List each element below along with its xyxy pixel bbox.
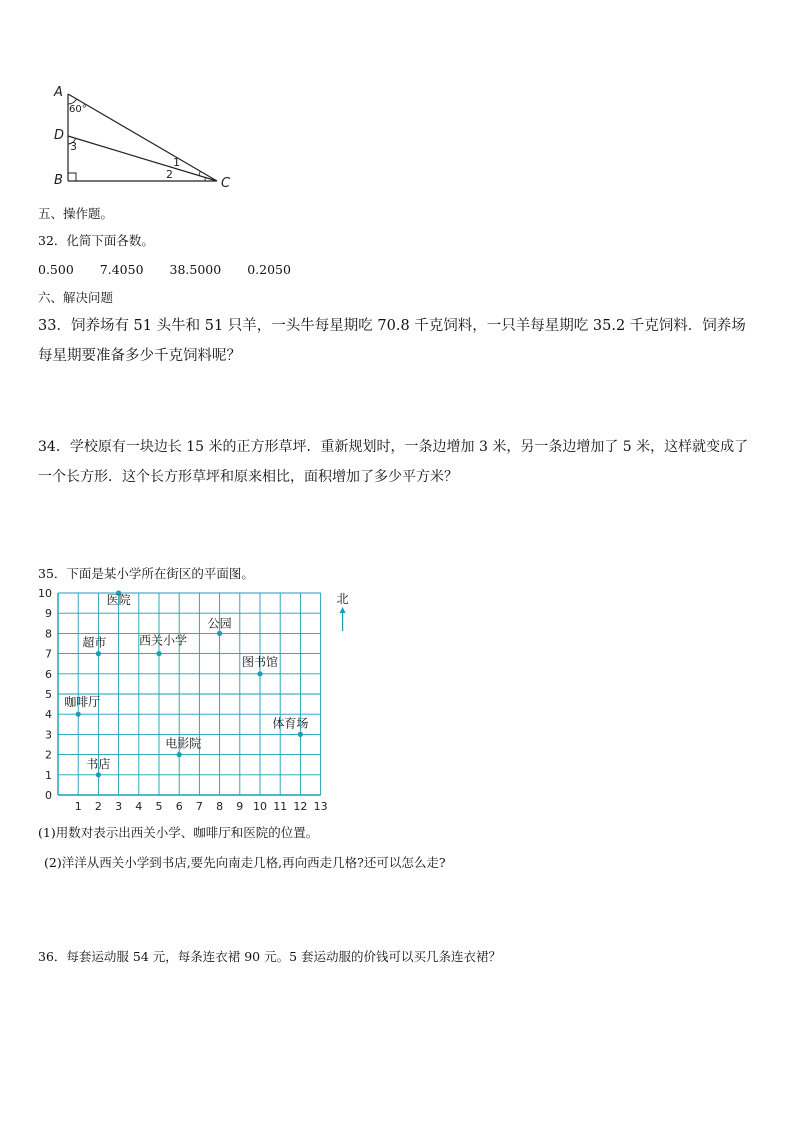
x-tick-label: 1	[74, 800, 82, 813]
map-point-label: 西关小学	[139, 633, 188, 648]
map-point-label: 图书馆	[242, 654, 279, 669]
x-tick-label: 5	[155, 800, 163, 813]
q32-number: 7.4050	[99, 262, 144, 277]
north-label: 北	[336, 592, 349, 606]
vertex-b-label: B	[54, 173, 63, 188]
x-tick-label: 8	[216, 800, 224, 813]
x-tick-label: 12	[293, 800, 308, 813]
map-point-label: 电影院	[165, 736, 202, 751]
q35-sub1: (1)用数对表示出西关小学、咖啡厅和医院的位置。	[38, 825, 319, 840]
x-tick-label: 7	[195, 800, 203, 813]
map-point-marker	[96, 772, 101, 777]
angle-3-label: 3	[70, 140, 77, 153]
vertex-c-label: C	[221, 176, 231, 191]
x-tick-label: 11	[273, 800, 288, 813]
map-point-label: 公园	[207, 616, 232, 631]
vertex-a-label: A	[54, 85, 63, 100]
y-tick-label: 1	[45, 768, 52, 782]
q35-text: 35．下面是某小学所在街区的平面图。	[38, 566, 254, 581]
x-tick-label: 3	[115, 800, 123, 813]
north-arrow-icon	[340, 607, 346, 613]
y-tick-label: 8	[45, 627, 52, 641]
x-tick-label: 6	[175, 800, 183, 813]
map-point-marker	[177, 752, 182, 757]
map-point-label: 书店	[86, 756, 111, 771]
q32-number: 38.5000	[169, 262, 222, 277]
q33-text: 33．饲养场有 51 头牛和 51 只羊，一头牛每星期吃 70.8 千克饲料，一只羊每星期吃 35.2 千克饲料．饲养场每星期要准备多少千克饲料呢？	[38, 318, 746, 364]
q32-text: 32．化简下面各数。	[38, 233, 154, 248]
map-point-label: 体育场	[272, 716, 309, 731]
section6-title: 六、解决问题	[38, 290, 114, 305]
y-tick-label: 9	[45, 607, 52, 621]
map-point-marker	[96, 651, 101, 656]
angle-a-label: 60°	[69, 104, 87, 115]
q34-text: 34．学校原有一块边长 15 米的正方形草坪．重新规划时，一条边增加 3 米，另一条边增加了 5 米，这样就变成了一个长方形．这个长方形草坪和原来相比，面积增加了多少平方米？	[38, 439, 749, 485]
y-tick-label: 3	[45, 728, 52, 742]
y-tick-label: 2	[45, 748, 52, 762]
angle-2-label: 2	[166, 168, 173, 181]
map-point-marker	[76, 712, 81, 717]
y-tick-label: 5	[45, 688, 52, 701]
x-tick-label: 10	[253, 800, 267, 813]
map-point-label: 医院	[106, 593, 131, 607]
q35-sub2: (2)洋洋从西关小学到书店,要先向南走几格,再向西走几格?还可以怎么走?	[44, 855, 446, 870]
map-point-marker	[217, 631, 222, 636]
x-tick-label: 4	[135, 800, 143, 813]
map-point-marker	[257, 671, 262, 676]
x-tick-label: 2	[94, 800, 102, 813]
y-tick-label: 7	[45, 647, 52, 661]
map-point-marker	[298, 732, 303, 737]
x-tick-label: 13	[313, 800, 328, 813]
y-tick-label: 4	[45, 708, 52, 722]
street-map-grid	[30, 585, 360, 815]
triangle-figure	[48, 80, 248, 195]
map-point-label: 超市	[82, 635, 107, 650]
q32-number: 0.2050	[247, 262, 291, 277]
y-tick-label: 0	[45, 789, 52, 802]
map-point-marker	[156, 651, 161, 656]
y-tick-label: 6	[45, 667, 52, 681]
y-tick-label: 10	[38, 587, 52, 600]
q32-numbers	[38, 262, 313, 277]
x-tick-label: 9	[236, 800, 244, 813]
section5-title: 五、操作题。	[38, 206, 114, 221]
q36-text: 36．每套运动服 54 元，每条连衣裙 90 元。5 套运动服的价钱可以买几条连衣裙？	[38, 949, 502, 964]
angle-1-label: 1	[173, 156, 180, 169]
vertex-d-label: D	[54, 128, 65, 143]
q32-number: 0.500	[38, 262, 74, 277]
map-point-label: 咖啡厅	[64, 695, 101, 710]
